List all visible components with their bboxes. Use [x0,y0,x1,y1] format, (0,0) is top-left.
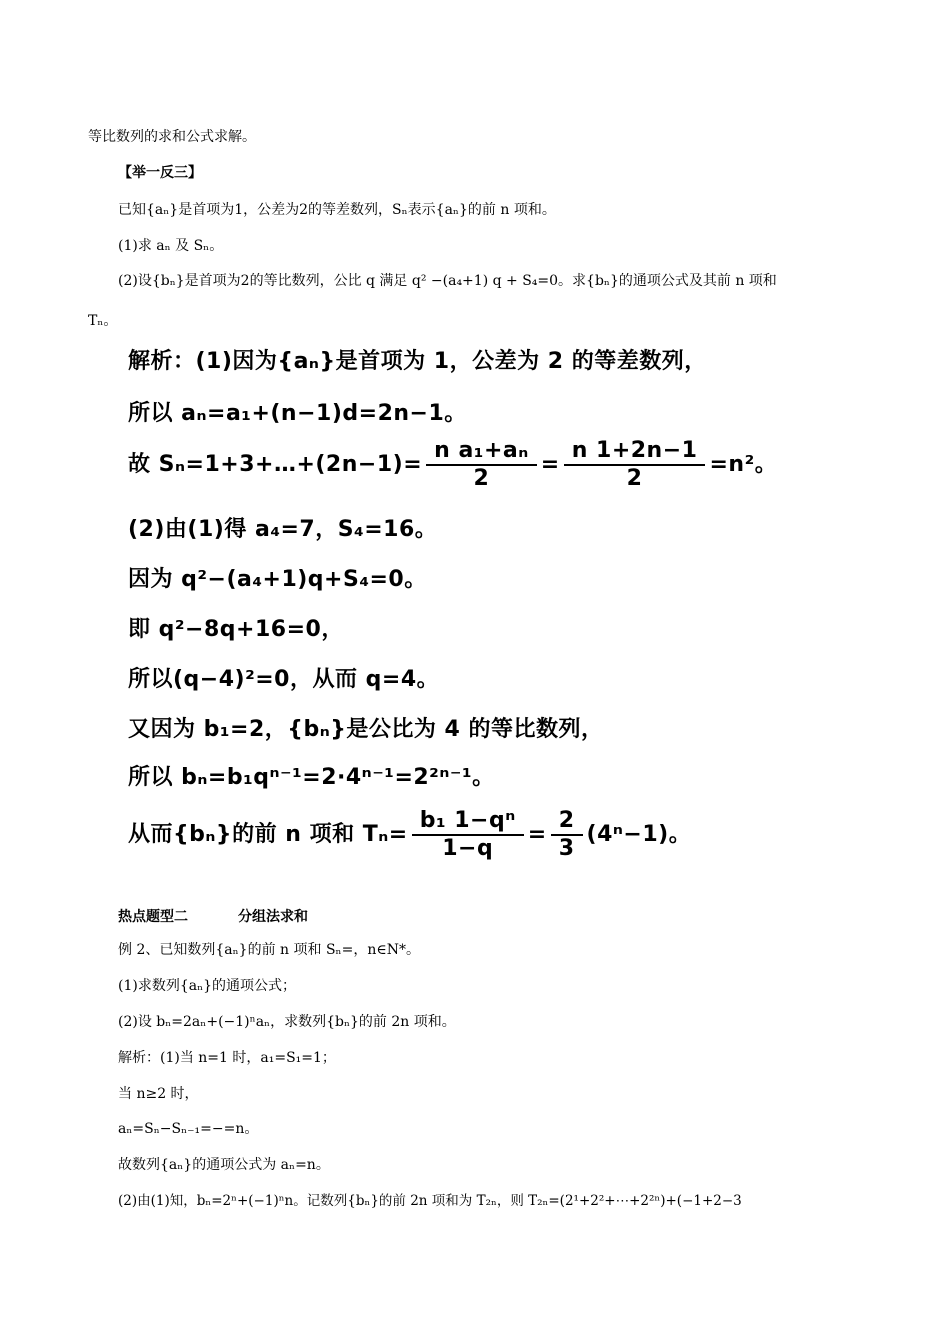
example-2-line-5: 当 n≥2 时， [118,1086,199,1102]
fraction-denominator: 3 [558,836,575,861]
problem-part-2: (2)设{bₙ}是首项为2的等比数列，公比 q 满足 q² −(a₄+1) q + S₄=0。求{bₙ}的通项公式及其前 n 项和 [118,273,777,289]
solution-line-7: 所以(q−4)²=0，从而 q=4。 [128,667,440,692]
solution-line-6: 即 q²−8q+16=0， [128,617,344,642]
solution-line-10-start: 从而{bₙ}的前 n 项和 Tₙ= [128,822,408,847]
example-2-line-3: (2)设 bₙ=2aₙ+(−1)ⁿaₙ，求数列{bₙ}的前 2n 项和。 [118,1014,456,1030]
solution-line-10-end: (4ⁿ−1)。 [586,822,692,847]
solution-line-4: (2)由(1)得 a₄=7，S₄=16。 [128,517,438,542]
fraction-numerator: 2 [551,808,583,836]
fraction-numerator: n a₁+aₙ [426,438,537,466]
fraction-tn-2 [551,808,583,862]
fraction-tn-1 [412,808,524,862]
solution-line-8: 又因为 b₁=2，{bₙ}是公比为 4 的等比数列， [128,717,604,742]
solution-line-2: 所以 aₙ=a₁+(n−1)d=2n−1。 [128,401,467,426]
problem-part-2-cont: Tₙ。 [88,313,118,329]
problem-statement: 已知{aₙ}是首项为1，公差为2的等差数列，Sₙ表示{aₙ}的前 n 项和。 [118,202,556,218]
equals-sign: = [540,452,560,477]
fraction-sn-2 [564,438,706,492]
fraction-denominator: 1−q [442,836,494,861]
fraction-denominator: 2 [626,466,643,491]
solution-line-9: 所以 bₙ=b₁qⁿ⁻¹=2·4ⁿ⁻¹=2²ⁿ⁻¹。 [128,765,495,790]
solution-line-5: 因为 q²−(a₄+1)q+S₄=0。 [128,567,427,592]
example-2-line-4: 解析：(1)当 n=1 时，a₁=S₁=1； [118,1050,336,1066]
section-heading-example: 【举一反三】 [118,165,202,181]
intro-line-0: 等比数列的求和公式求解。 [88,129,256,145]
fraction-numerator: b₁ 1−qⁿ [412,808,524,836]
example-2-line-6: aₙ=Sₙ−Sₙ₋₁=−=n。 [118,1121,259,1137]
example-2-line-8: (2)由(1)知，bₙ=2ⁿ+(−1)ⁿn。记数列{bₙ}的前 2n 项和为 T₂ₙ，则 T₂ₙ=(2¹+2²+⋯+2²ⁿ)+(−1+2−3 [118,1193,742,1209]
section-2-heading-b: 分组法求和 [238,909,308,925]
example-2-line-1: 例 2、已知数列{aₙ}的前 n 项和 Sₙ=，n∈N*。 [118,942,420,958]
solution-line-3 [128,438,777,492]
solution-line-3-end: =n²。 [709,452,778,477]
problem-part-1: (1)求 aₙ 及 Sₙ。 [118,238,224,254]
solution-line-3-start: 故 Sₙ=1+3+…+(2n−1)= [128,452,423,477]
solution-line-1: 解析：(1)因为{aₙ}是首项为 1，公差为 2 的等差数列， [128,349,707,374]
section-2-heading-a: 热点题型二 [118,909,188,925]
example-2-line-7: 故数列{aₙ}的通项公式为 aₙ=n。 [118,1157,330,1173]
fraction-denominator: 2 [473,466,490,491]
fraction-sn-1 [426,438,537,492]
example-2-line-2: (1)求数列{aₙ}的通项公式； [118,978,297,994]
solution-line-10 [128,808,691,862]
fraction-numerator: n 1+2n−1 [564,438,706,466]
equals-sign: = [527,822,547,847]
